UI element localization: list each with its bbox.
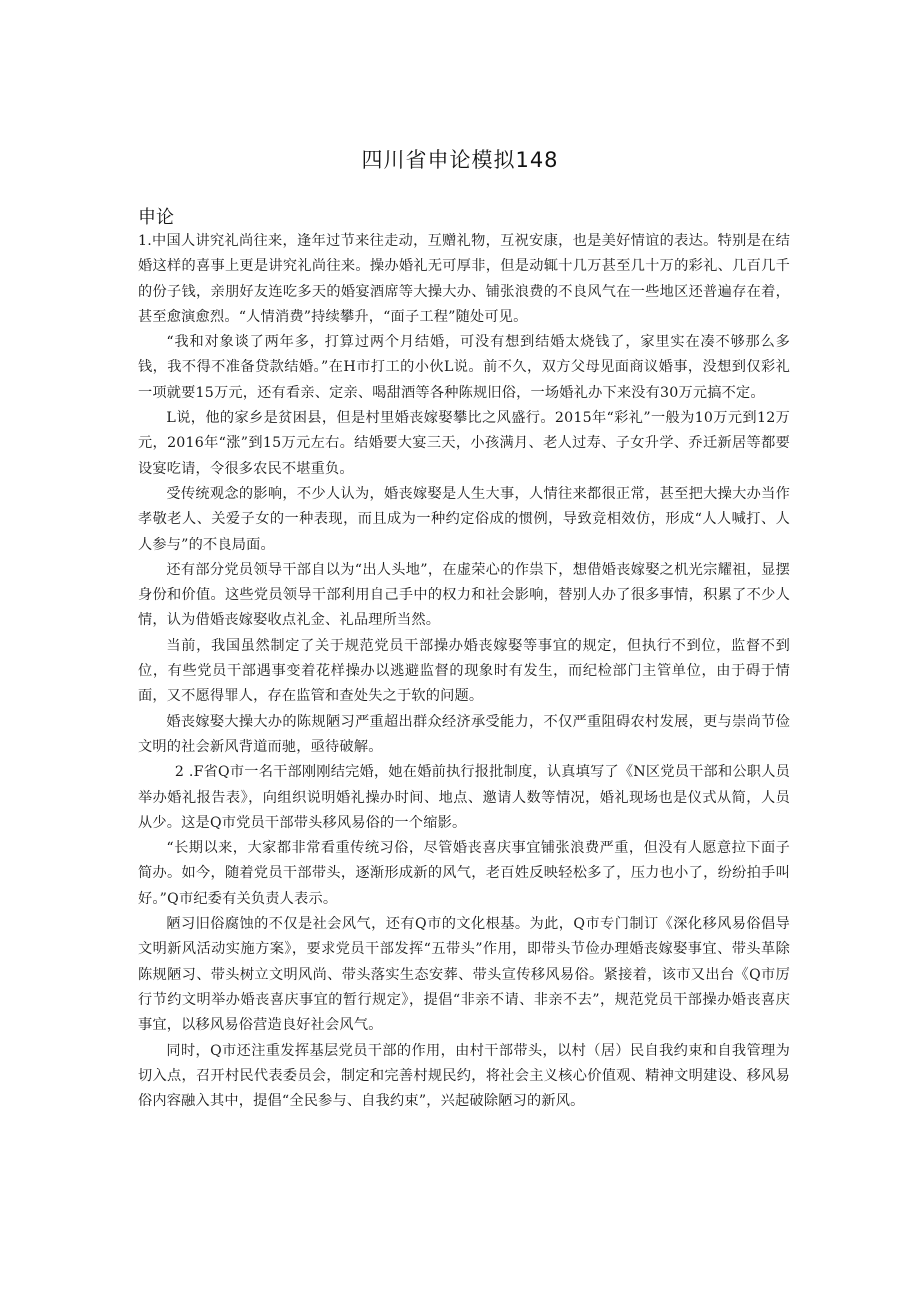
paragraph-3: L说，他的家乡是贫困县，但是村里婚丧嫁娶攀比之风盛行。2015年“彩礼”一般为10万元到12万元，2016年“涨”到15万元左右。结婚要大宴三天，小孩满月、老人过寿、子女升学、乔迁新居等都要设宴吃请，令很多农民不堪重负。 bbox=[138, 410, 790, 477]
paragraph-8: 2 .F省Q市一名干部刚刚结完婚，她在婚前执行报批制度，认真填写了《N区党员干部和公职人员举办婚礼报告表》，向组织说明婚礼操办时间、地点、邀请人数等情况，婚礼现场也是仪式从简，人员从少。这是Q市党员干部带头移风易俗的一个缩影。 bbox=[138, 764, 790, 831]
document-body bbox=[138, 229, 790, 1114]
paragraph-2: “我和对象谈了两年多，打算过两个月结婚，可没有想到结婚太烧钱了，家里实在凑不够那么多钱，我不得不准备贷款结婚。”在H市打工的小伙L说。前不久，双方父母见面商议婚事，没想到仅彩礼一项就要15万元，还有看亲、定亲、喝甜酒等各种陈规旧俗，一场婚礼办下来没有30万元搞不定。 bbox=[138, 334, 790, 401]
paragraph-6: 当前，我国虽然制定了关于规范党员干部操办婚丧嫁娶等事宜的规定，但执行不到位，监督不到位，有些党员干部遇事变着花样操办以逃避监督的现象时有发生，而纪检部门主管单位，由于碍于情面，又不愿得罪人，存在监管和查处失之于软的问题。 bbox=[138, 637, 790, 705]
paragraph-5: 还有部分党员领导干部自以为“出人头地”，在虚荣心的作祟下，想借婚丧嫁娶之机光宗耀祖，显摆身份和价值。这些党员领导干部利用自己手中的权力和社会影响，替别人办了很多事情，积累了不少人情，认为借婚丧嫁娶收点礼金、礼品理所当然。 bbox=[138, 561, 790, 629]
section-heading: 申论 bbox=[138, 207, 174, 228]
paragraph-1: 1.中国人讲究礼尚往来，逢年过节来往走动，互赠礼物，互祝安康，也是美好情谊的表达。特别是在结婚这样的喜事上更是讲究礼尚往来。操办婚礼无可厚非，但是动辄十几万甚至几十万的彩礼、几百几千的份子钱，亲朋好友连吃多天的婚宴酒席等大操大办、铺张浪费的不良风气在一些地区还普遍存在着，甚至愈演愈烈。“人情消费”持续攀升，“面子工程”随处可见。 bbox=[138, 233, 790, 325]
paragraph-4: 受传统观念的影响，不少人认为，婚丧嫁娶是人生大事，人情往来都很正常，甚至把大操大办当作孝敬老人、关爱子女的一种表现，而且成为一种约定俗成的惯例，导致竞相效仿，形成“人人喊打、人人参与”的不良局面。 bbox=[138, 485, 790, 553]
page-title: 四川省申论模拟148 bbox=[361, 148, 559, 172]
paragraph-10: 陋习旧俗腐蚀的不仅是社会风气，还有Q市的文化根基。为此，Q市专门制订《深化移风易俗倡导文明新风活动实施方案》，要求党员干部发挥“五带头”作用，即带头节俭办理婚丧嫁娶事宜、带头革除陈规陋习、带头树立文明风尚、带头落实生态安葬、带头宣传移风易俗。紧接着，该市又出台《Q市厉行节约文明举办婚丧喜庆事宜的暂行规定》，提倡“非亲不请、非亲不去”，规范党员干部操办婚丧喜庆事宜，以移风易俗营造良好社会风气。 bbox=[138, 916, 790, 1034]
paragraph-7: 婚丧嫁娶大操大办的陈规陋习严重超出群众经济承受能力，不仅严重阻碍农村发展，更与崇尚节俭文明的社会新风背道而驰，亟待破解。 bbox=[138, 713, 790, 755]
paragraph-11: 同时，Q市还注重发挥基层党员干部的作用，由村干部带头，以村（居）民自我约束和自我管理为切入点，召开村民代表委员会，制定和完善村规民约，将社会主义核心价值观、精神文明建设、移风易俗内容融入其中，提倡“全民参与、自我约束”，兴起破除陋习的新风。 bbox=[138, 1042, 790, 1110]
paragraph-9: “长期以来，大家都非常看重传统习俗，尽管婚丧喜庆事宜铺张浪费严重，但没有人愿意拉下面子简办。如今，随着党员干部带头，逐渐形成新的风气，老百姓反映轻松多了，压力也小了，纷纷拍手叫好。”Q市纪委有关负责人表示。 bbox=[138, 840, 790, 907]
